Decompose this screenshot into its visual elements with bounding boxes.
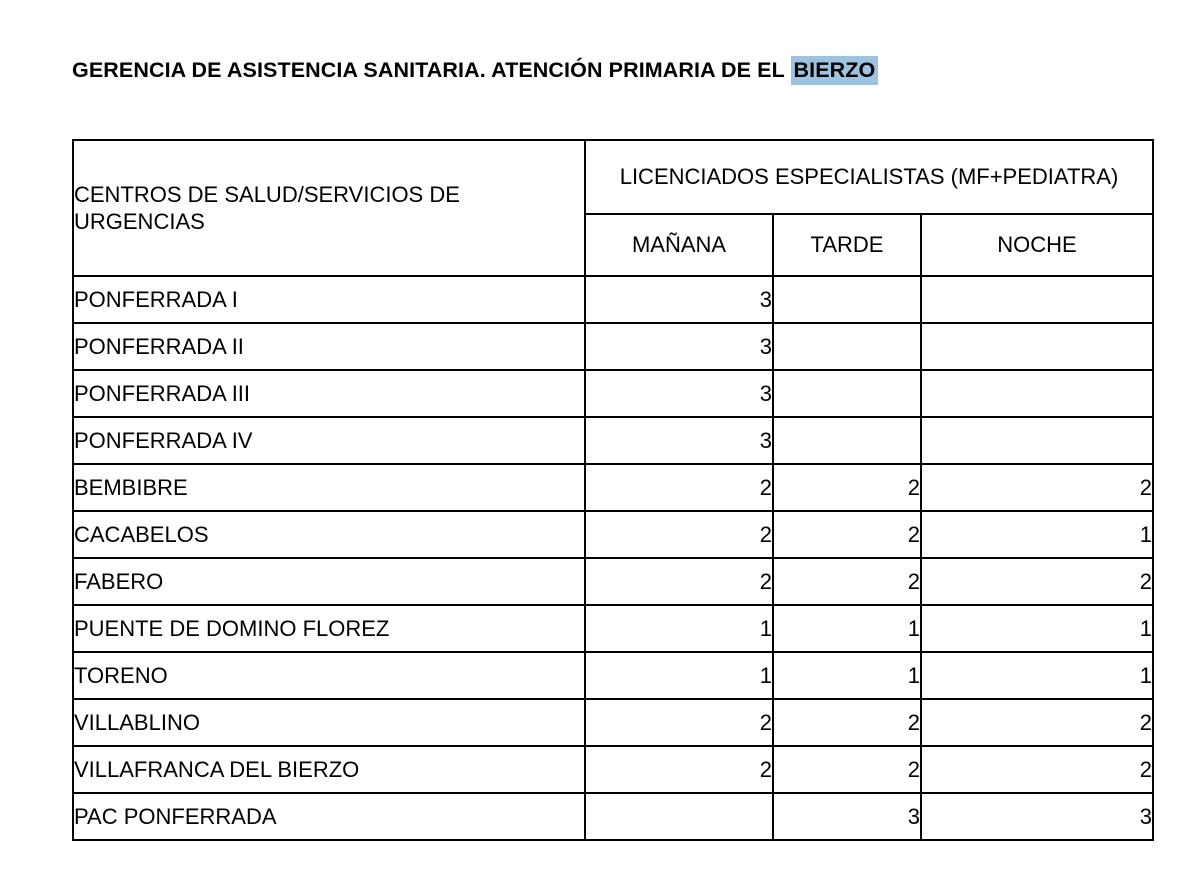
staffing-table-container bbox=[72, 139, 1152, 841]
table-header-row-group bbox=[73, 140, 1153, 214]
center-name: VILLABLINO bbox=[73, 699, 585, 746]
center-name: VILLAFRANCA DEL BIERZO bbox=[73, 746, 585, 793]
value-noche bbox=[921, 417, 1153, 464]
center-name: PONFERRADA IV bbox=[73, 417, 585, 464]
value-tarde bbox=[773, 323, 921, 370]
value-noche: 2 bbox=[921, 699, 1153, 746]
value-manana: 2 bbox=[585, 699, 773, 746]
value-manana: 2 bbox=[585, 464, 773, 511]
value-tarde bbox=[773, 276, 921, 323]
value-noche bbox=[921, 370, 1153, 417]
value-noche: 2 bbox=[921, 464, 1153, 511]
header-centers-label: CENTROS DE SALUD/SERVICIOS DE URGENCIAS bbox=[73, 140, 585, 276]
value-noche: 2 bbox=[921, 558, 1153, 605]
value-tarde bbox=[773, 370, 921, 417]
value-manana: 2 bbox=[585, 511, 773, 558]
value-tarde: 2 bbox=[773, 511, 921, 558]
page-title-highlighted-text: BIERZO bbox=[791, 56, 879, 85]
table-row bbox=[73, 511, 1153, 558]
table-row bbox=[73, 793, 1153, 840]
value-noche: 1 bbox=[921, 511, 1153, 558]
value-noche: 1 bbox=[921, 652, 1153, 699]
value-tarde: 2 bbox=[773, 699, 921, 746]
value-tarde: 3 bbox=[773, 793, 921, 840]
value-tarde: 2 bbox=[773, 746, 921, 793]
table-header bbox=[73, 140, 1153, 276]
table-row bbox=[73, 417, 1153, 464]
table-row bbox=[73, 605, 1153, 652]
column-header-noche: NOCHE bbox=[921, 214, 1153, 276]
center-name: PONFERRADA III bbox=[73, 370, 585, 417]
value-manana: 2 bbox=[585, 558, 773, 605]
table-row bbox=[73, 558, 1153, 605]
page-title bbox=[72, 58, 878, 83]
table-row bbox=[73, 276, 1153, 323]
table-row bbox=[73, 652, 1153, 699]
center-name: PAC PONFERRADA bbox=[73, 793, 585, 840]
column-header-manana: MAÑANA bbox=[585, 214, 773, 276]
center-name: CACABELOS bbox=[73, 511, 585, 558]
page-title-text: GERENCIA DE ASISTENCIA SANITARIA. ATENCIÓN PRIMARIA DE EL bbox=[72, 58, 791, 82]
table-row bbox=[73, 323, 1153, 370]
center-name: PONFERRADA II bbox=[73, 323, 585, 370]
center-name: FABERO bbox=[73, 558, 585, 605]
value-manana: 3 bbox=[585, 370, 773, 417]
table-row bbox=[73, 746, 1153, 793]
value-manana: 2 bbox=[585, 746, 773, 793]
value-manana: 3 bbox=[585, 276, 773, 323]
table-body bbox=[73, 276, 1153, 840]
center-name: PONFERRADA I bbox=[73, 276, 585, 323]
value-tarde: 2 bbox=[773, 558, 921, 605]
value-tarde: 1 bbox=[773, 652, 921, 699]
center-name: BEMBIBRE bbox=[73, 464, 585, 511]
value-noche: 3 bbox=[921, 793, 1153, 840]
header-specialists-label: LICENCIADOS ESPECIALISTAS (MF+PEDIATRA) bbox=[585, 140, 1153, 214]
value-noche: 2 bbox=[921, 746, 1153, 793]
value-manana: 1 bbox=[585, 652, 773, 699]
table-row bbox=[73, 699, 1153, 746]
center-name: TORENO bbox=[73, 652, 585, 699]
center-name: PUENTE DE DOMINO FLOREZ bbox=[73, 605, 585, 652]
value-manana: 3 bbox=[585, 417, 773, 464]
table-row bbox=[73, 464, 1153, 511]
value-noche bbox=[921, 323, 1153, 370]
table-row bbox=[73, 370, 1153, 417]
staffing-table bbox=[72, 139, 1154, 841]
value-noche: 1 bbox=[921, 605, 1153, 652]
value-tarde bbox=[773, 417, 921, 464]
value-tarde: 2 bbox=[773, 464, 921, 511]
value-tarde: 1 bbox=[773, 605, 921, 652]
column-header-tarde: TARDE bbox=[773, 214, 921, 276]
value-manana: 3 bbox=[585, 323, 773, 370]
value-manana bbox=[585, 793, 773, 840]
value-manana: 1 bbox=[585, 605, 773, 652]
value-noche bbox=[921, 276, 1153, 323]
